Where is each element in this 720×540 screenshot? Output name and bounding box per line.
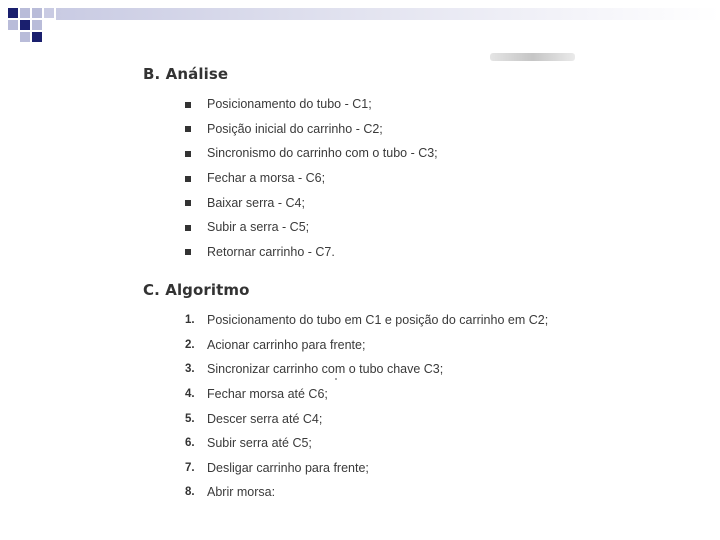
analysis-list — [185, 92, 438, 264]
list-item-text: Subir a serra - C5; — [207, 220, 310, 235]
step-text: Abrir morsa: — [207, 485, 276, 500]
deco-square — [8, 20, 18, 30]
list-item-text: Baixar serra - C4; — [207, 195, 305, 210]
list-item — [185, 166, 438, 191]
step-text: Posicionamento do tubo em C1 e posição do carrinho em C2; — [207, 313, 549, 328]
step-item — [185, 357, 548, 382]
step-number: 8. — [185, 486, 195, 499]
step-number: 6. — [185, 437, 195, 450]
list-item-text: Retornar carrinho - C7. — [207, 244, 335, 259]
deco-square — [32, 8, 42, 18]
bullet-square-icon — [185, 102, 191, 108]
deco-square — [32, 32, 42, 42]
step-text: Acionar carrinho para frente; — [207, 337, 366, 352]
bullet-square-icon — [185, 249, 191, 255]
deco-gradient-bar — [56, 8, 720, 20]
step-item — [185, 456, 548, 481]
step-item — [185, 431, 548, 456]
step-number: 5. — [185, 412, 195, 425]
step-text: Sincronizar carrinho com o tubo chave C3; — [207, 362, 444, 377]
bullet-square-icon — [185, 176, 191, 182]
bullet-square-icon — [185, 200, 191, 206]
list-item — [185, 117, 438, 142]
algorithm-steps — [185, 308, 548, 505]
deco-square — [8, 8, 18, 18]
decorative-header — [0, 0, 720, 50]
step-number: 2. — [185, 338, 195, 351]
step-item — [185, 406, 548, 431]
step-text: Desligar carrinho para frente; — [207, 460, 369, 475]
step-number: 7. — [185, 461, 195, 474]
deco-square — [20, 8, 30, 18]
scanned-document — [135, 50, 595, 510]
step-item — [185, 382, 548, 407]
list-item — [185, 190, 438, 215]
deco-square — [20, 32, 30, 42]
step-number: 3. — [185, 363, 195, 376]
algorithm-heading: C. Algoritmo — [143, 281, 250, 299]
bullet-square-icon — [185, 225, 191, 231]
list-item — [185, 215, 438, 240]
list-item — [185, 141, 438, 166]
step-item — [185, 333, 548, 358]
step-number: 4. — [185, 388, 195, 401]
list-item-text: Posição inicial do carrinho - C2; — [207, 121, 383, 136]
list-item — [185, 92, 438, 117]
list-item-text: Fechar a morsa - C6; — [207, 171, 326, 186]
bullet-square-icon — [185, 151, 191, 157]
list-item-text: Posicionamento do tubo - C1; — [207, 97, 372, 112]
step-number: 1. — [185, 314, 195, 327]
scan-speck — [335, 378, 337, 380]
bullet-square-icon — [185, 126, 191, 132]
deco-square — [32, 20, 42, 30]
step-item — [185, 480, 548, 505]
list-item — [185, 240, 438, 265]
step-item — [185, 308, 548, 333]
step-text: Fechar morsa até C6; — [207, 387, 328, 402]
list-item-text: Sincronismo do carrinho com o tubo - C3; — [207, 146, 438, 161]
deco-square — [20, 20, 30, 30]
scan-smudge — [490, 53, 575, 61]
deco-square — [44, 8, 54, 18]
step-text: Subir serra até C5; — [207, 436, 312, 451]
analysis-heading: B. Análise — [143, 65, 229, 83]
step-text: Descer serra até C4; — [207, 411, 323, 426]
